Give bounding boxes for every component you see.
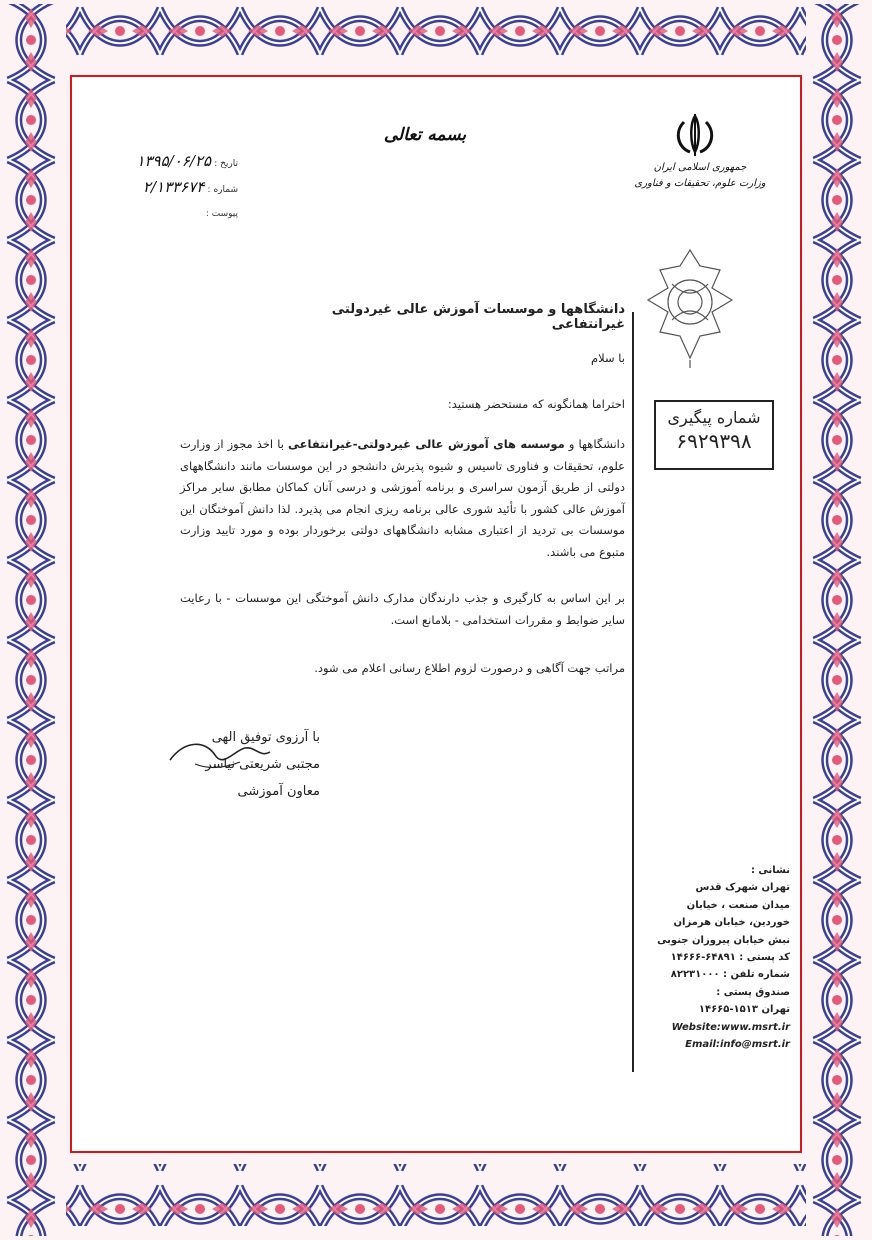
tracking-label: شماره پیگیری: [667, 408, 761, 427]
greeting: با سلام: [591, 351, 625, 365]
iran-emblem-icon: [672, 112, 718, 158]
email-link[interactable]: Email:info@msrt.ir: [685, 1039, 790, 1051]
number-value: ۲/۱۳۳۶۷۴: [142, 178, 205, 196]
phone-number: شماره تلفن : ۸۲۲۳۱۰۰۰: [670, 969, 790, 981]
postal-code: کد پستی : ۶۴۸۹۱-۱۴۶۶۶: [670, 952, 790, 964]
paragraph-1: [180, 434, 625, 563]
paragraph-3: مراتب جهت آگاهی و درصورت لزوم اطلاع رسانی اعلام می شود.: [314, 661, 625, 675]
pobox-value: تهران ۱۵۱۳-۱۴۶۶۵: [698, 1004, 790, 1016]
divider-line: [632, 312, 634, 1072]
number-row: [88, 178, 238, 196]
p1-bold: موسسه های آموزش عالی غیردولتی-غیرانتفاعی: [288, 437, 565, 451]
basmala: بسمه تعالی: [383, 125, 467, 145]
paragraph-2: بر این اساس به کارگیری و جذب دارندگان مدارک دانش آموختگی این موسسات - با رعایت سایر ضوابط و مقررات استخدامی - بلامانع است.: [180, 591, 625, 627]
tracking-number-box: [654, 400, 774, 470]
ministry-line1: جمهوری اسلامی ایران: [653, 162, 747, 173]
address-line2: میدان صنعت ، خیابان: [686, 899, 790, 911]
ministry-title: [630, 160, 770, 192]
pobox-label: صندوق پستی :: [716, 986, 790, 998]
signatory-name: مجتبی شریعتی نیاسر: [205, 757, 320, 772]
intro: احتراما همانگونه که مستحضر هستید:: [447, 397, 625, 411]
website-link[interactable]: Website:www.msrt.ir: [671, 1021, 790, 1033]
addressee: دانشگاهها و موسسات آموزش عالی غیردولتی غیرانتفاعی: [331, 302, 625, 332]
ornament-icon: [642, 248, 738, 368]
p1-start: دانشگاهها و: [564, 437, 625, 451]
ministry-line2: وزارت علوم، تحقیقات و فناوری: [634, 178, 766, 189]
number-label: شماره :: [207, 185, 238, 195]
address-line4: نبش خیابان پیروزان جنوبی: [657, 934, 790, 946]
attachment-row: [88, 208, 238, 219]
address-label: نشانی :: [750, 865, 790, 876]
date-label: تاریخ :: [214, 159, 238, 169]
p1-rest: با اخذ مجوز از وزارت علوم، تحقیقات و فناوری تاسیس و شیوه پذیرش دانشجو در این موسسات مانند دانشگاههای دولتی از طریق آزمون سراسری و برنامه آموزشی و درسی آنان کماکان مطابق سایر مراکز آموزش عالی کشور با تأئید شوری عالی برنامه ریزی انجام می پذیرد. لذا دانش آموختگان این موسسات بی تردید از اعتباری مشابه دانشگاههای دولتی برخوردار بوده و مورد تایید وزارت متبوع می باشند.: [180, 437, 625, 559]
address-line1: تهران شهرک قدس: [695, 882, 790, 894]
signatory-title: معاون آموزشی: [237, 784, 320, 799]
attachment-label: پیوست :: [205, 209, 238, 219]
closing-wish: با آرزوی توفیق الهی: [211, 730, 320, 745]
tracking-value: ۶۹۲۹۳۹۸: [676, 429, 752, 453]
signature: [165, 730, 275, 780]
date-value: ۱۳۹۵/۰۶/۲۵: [136, 152, 211, 170]
address-block: [655, 862, 790, 1053]
address-line3: خوردین، خیابان هرمزان: [673, 917, 790, 929]
date-row: [88, 152, 238, 170]
